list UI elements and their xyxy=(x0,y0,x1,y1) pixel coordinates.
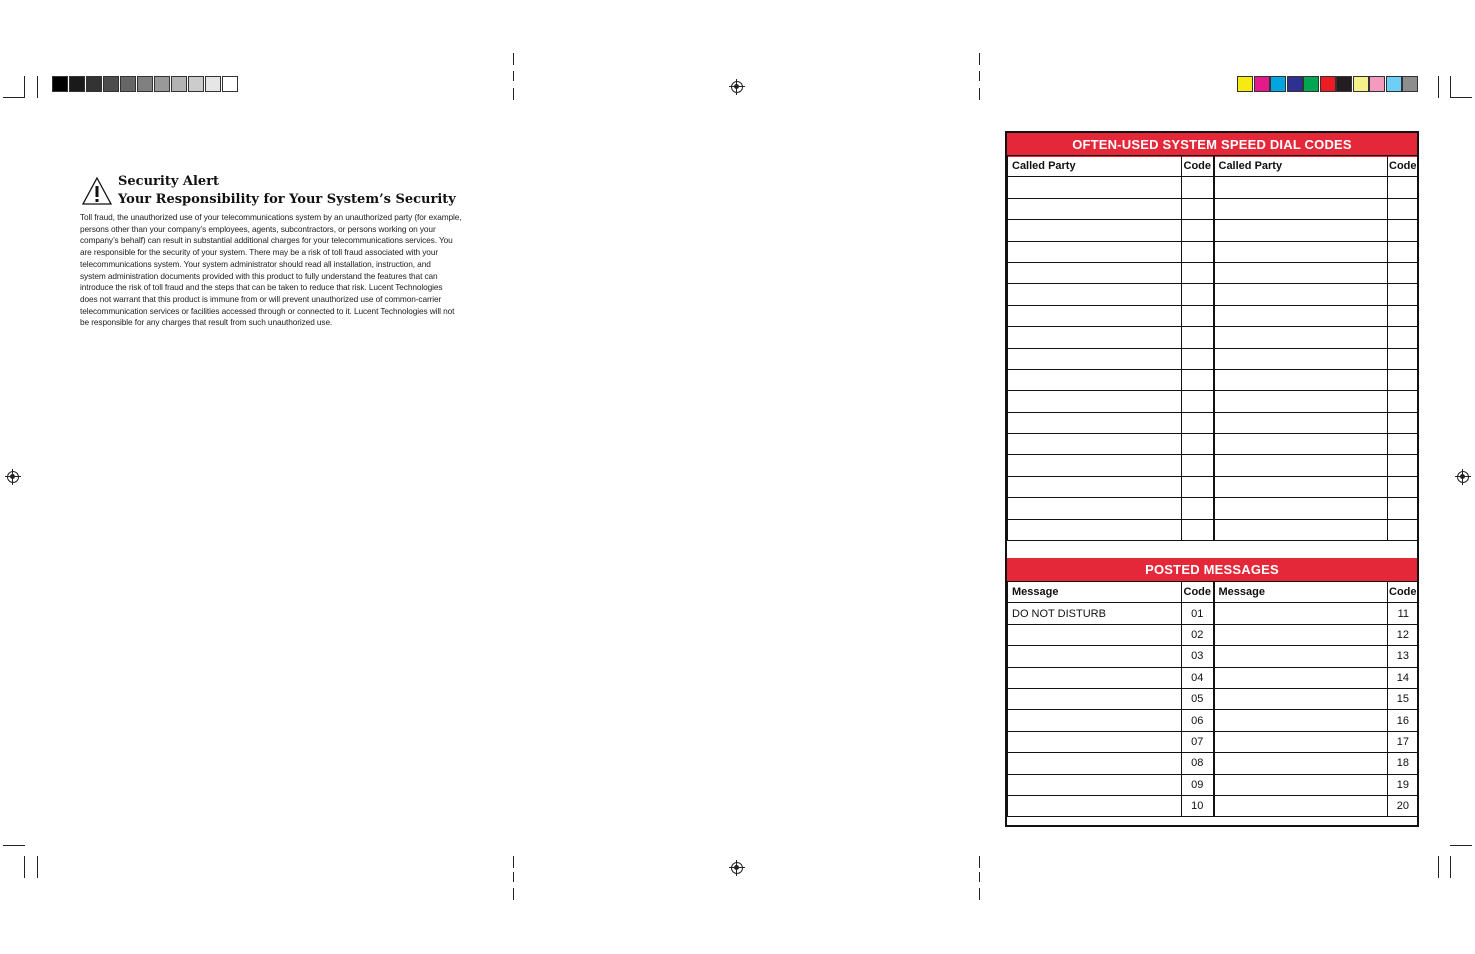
color-swatch xyxy=(1254,76,1270,92)
gray-swatch xyxy=(188,76,204,92)
called-party-cell[interactable] xyxy=(1214,348,1388,369)
code-cell[interactable] xyxy=(1182,434,1214,455)
table-row xyxy=(1008,284,1418,305)
code-cell: 20 xyxy=(1388,795,1418,816)
color-swatch xyxy=(1402,76,1418,92)
called-party-cell[interactable] xyxy=(1214,412,1388,433)
called-party-cell[interactable] xyxy=(1008,241,1182,262)
table-row xyxy=(1008,688,1418,709)
code-cell: 03 xyxy=(1182,646,1214,667)
called-party-cell[interactable] xyxy=(1008,198,1182,219)
code-cell: 08 xyxy=(1182,753,1214,774)
message-cell[interactable] xyxy=(1008,774,1182,795)
table-row xyxy=(1008,412,1418,433)
code-cell[interactable] xyxy=(1388,498,1418,519)
code-cell[interactable] xyxy=(1388,262,1418,283)
code-cell[interactable] xyxy=(1388,348,1418,369)
gray-swatch xyxy=(222,76,238,92)
called-party-cell[interactable] xyxy=(1214,391,1388,412)
header-message: Message xyxy=(1214,582,1388,603)
called-party-cell[interactable] xyxy=(1008,476,1182,497)
code-cell: 13 xyxy=(1388,646,1418,667)
called-party-cell[interactable] xyxy=(1214,177,1388,198)
called-party-cell[interactable] xyxy=(1214,262,1388,283)
message-cell[interactable] xyxy=(1008,753,1182,774)
message-cell[interactable] xyxy=(1214,667,1388,688)
message-cell[interactable] xyxy=(1008,667,1182,688)
alert-body-line: be responsible for any charges that result from such unauthorized use. xyxy=(80,317,333,328)
code-cell[interactable] xyxy=(1182,391,1214,412)
table-row xyxy=(1008,731,1418,752)
color-swatch xyxy=(1287,76,1303,92)
alert-body-line: telecommunications system. Your system administrator should read all installation, instruction, and xyxy=(80,258,431,269)
code-cell[interactable] xyxy=(1182,220,1214,241)
message-cell[interactable] xyxy=(1008,688,1182,709)
header-code: Code xyxy=(1182,156,1214,177)
registration-mark-icon xyxy=(1455,469,1471,485)
table-row xyxy=(1008,753,1418,774)
called-party-cell[interactable] xyxy=(1214,369,1388,390)
table-header-row xyxy=(1008,156,1418,177)
table-row xyxy=(1008,177,1418,198)
code-cell[interactable] xyxy=(1388,455,1418,476)
table-row xyxy=(1008,220,1418,241)
speed-dial-title: OFTEN-USED SYSTEM SPEED DIAL CODES xyxy=(1007,133,1417,157)
gray-swatch xyxy=(52,76,68,92)
gray-swatch xyxy=(120,76,136,92)
code-cell[interactable] xyxy=(1388,519,1418,540)
code-cell: 07 xyxy=(1182,731,1214,752)
color-swatch xyxy=(1336,76,1352,92)
table-row xyxy=(1008,519,1418,540)
code-cell[interactable] xyxy=(1388,391,1418,412)
header-code: Code xyxy=(1388,582,1418,603)
color-swatch xyxy=(1386,76,1402,92)
called-party-cell[interactable] xyxy=(1008,284,1182,305)
table-row xyxy=(1008,455,1418,476)
code-cell: 05 xyxy=(1182,688,1214,709)
code-cell[interactable] xyxy=(1182,348,1214,369)
table-row xyxy=(1008,624,1418,645)
called-party-cell[interactable] xyxy=(1008,369,1182,390)
alert-body-line: company’s behalf) can result in substantial additional charges for your telecommunications services. You xyxy=(80,235,453,246)
code-cell[interactable] xyxy=(1388,241,1418,262)
message-cell[interactable] xyxy=(1214,603,1388,624)
called-party-cell[interactable] xyxy=(1214,476,1388,497)
table-row xyxy=(1008,646,1418,667)
code-cell[interactable] xyxy=(1182,412,1214,433)
code-cell: 16 xyxy=(1388,710,1418,731)
alert-body-line: Toll fraud, the unauthorized use of your telecommunications system by an unauthorized party (for example, xyxy=(80,212,462,222)
called-party-cell[interactable] xyxy=(1008,262,1182,283)
table-row xyxy=(1008,795,1418,816)
code-cell: 10 xyxy=(1182,795,1214,816)
called-party-cell[interactable] xyxy=(1008,305,1182,326)
code-cell: 04 xyxy=(1182,667,1214,688)
message-cell[interactable] xyxy=(1214,688,1388,709)
color-swatch xyxy=(1320,76,1336,92)
called-party-cell[interactable] xyxy=(1214,284,1388,305)
code-cell[interactable] xyxy=(1182,476,1214,497)
color-swatch xyxy=(1369,76,1385,92)
alert-body-line: does not warrant that this product is immune from or will prevent unauthorized use of common-carrier xyxy=(80,293,442,304)
table-row xyxy=(1008,774,1418,795)
table-row xyxy=(1008,434,1418,455)
called-party-cell[interactable] xyxy=(1008,519,1182,540)
called-party-cell[interactable] xyxy=(1214,519,1388,540)
table-row xyxy=(1008,476,1418,497)
message-cell[interactable] xyxy=(1214,624,1388,645)
alert-body-line: persons other than your company’s employees, agents, subcontractors, or persons working on your xyxy=(80,223,436,234)
table-row xyxy=(1008,667,1418,688)
code-cell[interactable] xyxy=(1388,220,1418,241)
alert-title: Security Alert xyxy=(118,174,220,189)
table-row xyxy=(1008,391,1418,412)
called-party-cell[interactable] xyxy=(1214,198,1388,219)
table-row xyxy=(1008,305,1418,326)
called-party-cell[interactable] xyxy=(1214,434,1388,455)
gray-swatch xyxy=(69,76,85,92)
code-cell[interactable] xyxy=(1388,434,1418,455)
code-cell: 06 xyxy=(1182,710,1214,731)
alert-body-line: telecommunication services or facilities accessed through or connected to it. Lucent Technologies will not xyxy=(80,305,455,316)
code-cell[interactable] xyxy=(1182,177,1214,198)
table-row xyxy=(1008,348,1418,369)
called-party-cell[interactable] xyxy=(1008,391,1182,412)
code-cell[interactable] xyxy=(1388,284,1418,305)
called-party-cell[interactable] xyxy=(1008,220,1182,241)
code-cell[interactable] xyxy=(1182,284,1214,305)
code-cell: 12 xyxy=(1388,624,1418,645)
table-row xyxy=(1008,241,1418,262)
code-cell: 09 xyxy=(1182,774,1214,795)
gray-swatch xyxy=(154,76,170,92)
registration-mark-icon xyxy=(729,79,745,95)
code-cell[interactable] xyxy=(1182,369,1214,390)
table-row xyxy=(1008,262,1418,283)
code-cell[interactable] xyxy=(1182,262,1214,283)
code-cell: 14 xyxy=(1388,667,1418,688)
table-row xyxy=(1008,369,1418,390)
code-cell: 19 xyxy=(1388,774,1418,795)
code-cell[interactable] xyxy=(1182,519,1214,540)
called-party-cell[interactable] xyxy=(1008,434,1182,455)
code-cell: 02 xyxy=(1182,624,1214,645)
alert-subtitle: Your Responsibility for Your System’s Security xyxy=(118,192,456,207)
code-cell[interactable] xyxy=(1182,241,1214,262)
header-message: Message xyxy=(1008,582,1182,603)
message-cell[interactable] xyxy=(1214,795,1388,816)
color-swatch xyxy=(1353,76,1369,92)
message-cell[interactable] xyxy=(1008,646,1182,667)
called-party-cell[interactable] xyxy=(1214,455,1388,476)
message-cell[interactable] xyxy=(1008,624,1182,645)
message-cell[interactable] xyxy=(1214,753,1388,774)
table-row xyxy=(1008,603,1418,624)
gray-swatch xyxy=(205,76,221,92)
table-row xyxy=(1008,710,1418,731)
header-code: Code xyxy=(1388,156,1418,177)
registration-mark-icon xyxy=(729,860,745,876)
posted-messages-title: POSTED MESSAGES xyxy=(1007,558,1417,582)
code-cell: 15 xyxy=(1388,688,1418,709)
code-cell[interactable] xyxy=(1388,305,1418,326)
code-cell[interactable] xyxy=(1388,412,1418,433)
header-code: Code xyxy=(1182,582,1214,603)
message-cell[interactable] xyxy=(1214,646,1388,667)
called-party-cell[interactable] xyxy=(1214,220,1388,241)
message-cell[interactable] xyxy=(1214,774,1388,795)
called-party-cell[interactable] xyxy=(1214,498,1388,519)
message-cell[interactable] xyxy=(1214,731,1388,752)
header-called-party: Called Party xyxy=(1214,156,1388,177)
code-cell: 17 xyxy=(1388,731,1418,752)
table-row xyxy=(1008,198,1418,219)
code-cell[interactable] xyxy=(1182,305,1214,326)
posted-messages-table xyxy=(1007,581,1418,817)
code-cell[interactable] xyxy=(1388,476,1418,497)
code-cell[interactable] xyxy=(1388,177,1418,198)
called-party-cell[interactable] xyxy=(1214,327,1388,348)
gray-swatch xyxy=(171,76,187,92)
table-header-row xyxy=(1008,582,1418,603)
called-party-cell[interactable] xyxy=(1214,241,1388,262)
color-swatch xyxy=(1237,76,1253,92)
message-cell[interactable] xyxy=(1008,731,1182,752)
code-cell[interactable] xyxy=(1182,498,1214,519)
header-called-party: Called Party xyxy=(1008,156,1182,177)
code-cell[interactable] xyxy=(1388,369,1418,390)
code-cell[interactable] xyxy=(1388,198,1418,219)
message-cell[interactable] xyxy=(1008,710,1182,731)
called-party-cell[interactable] xyxy=(1008,348,1182,369)
called-party-cell[interactable] xyxy=(1008,498,1182,519)
code-cell[interactable] xyxy=(1182,455,1214,476)
table-row xyxy=(1008,327,1418,348)
gray-swatch xyxy=(137,76,153,92)
registration-mark-icon xyxy=(5,469,21,485)
called-party-cell[interactable] xyxy=(1008,327,1182,348)
message-cell[interactable]: DO NOT DISTURB xyxy=(1008,603,1182,624)
table-row xyxy=(1008,498,1418,519)
called-party-cell[interactable] xyxy=(1214,305,1388,326)
color-swatch xyxy=(1303,76,1319,92)
code-cell: 01 xyxy=(1182,603,1214,624)
gray-swatch xyxy=(103,76,119,92)
color-swatch xyxy=(1270,76,1286,92)
message-cell[interactable] xyxy=(1214,710,1388,731)
alert-body-line: are responsible for the security of your system. There may be a risk of toll fraud associated with your xyxy=(80,247,439,258)
alert-body-line: system administration documents provided with this product to fully understand the features that can xyxy=(80,270,438,281)
message-cell[interactable] xyxy=(1008,795,1182,816)
code-cell[interactable] xyxy=(1388,327,1418,348)
code-cell: 11 xyxy=(1388,603,1418,624)
called-party-cell[interactable] xyxy=(1008,177,1182,198)
called-party-cell[interactable] xyxy=(1008,412,1182,433)
warning-triangle-icon xyxy=(81,176,113,206)
gray-swatch xyxy=(86,76,102,92)
code-cell[interactable] xyxy=(1182,327,1214,348)
alert-body-text xyxy=(80,212,494,329)
code-cell: 18 xyxy=(1388,753,1418,774)
called-party-cell[interactable] xyxy=(1008,455,1182,476)
alert-body-line: introduce the risk of toll fraud and the steps that can be taken to reduce that risk. Lucent Technologies xyxy=(80,282,443,293)
speed-dial-table xyxy=(1007,155,1418,541)
code-cell[interactable] xyxy=(1182,198,1214,219)
speed-dial-card xyxy=(1005,131,1419,827)
